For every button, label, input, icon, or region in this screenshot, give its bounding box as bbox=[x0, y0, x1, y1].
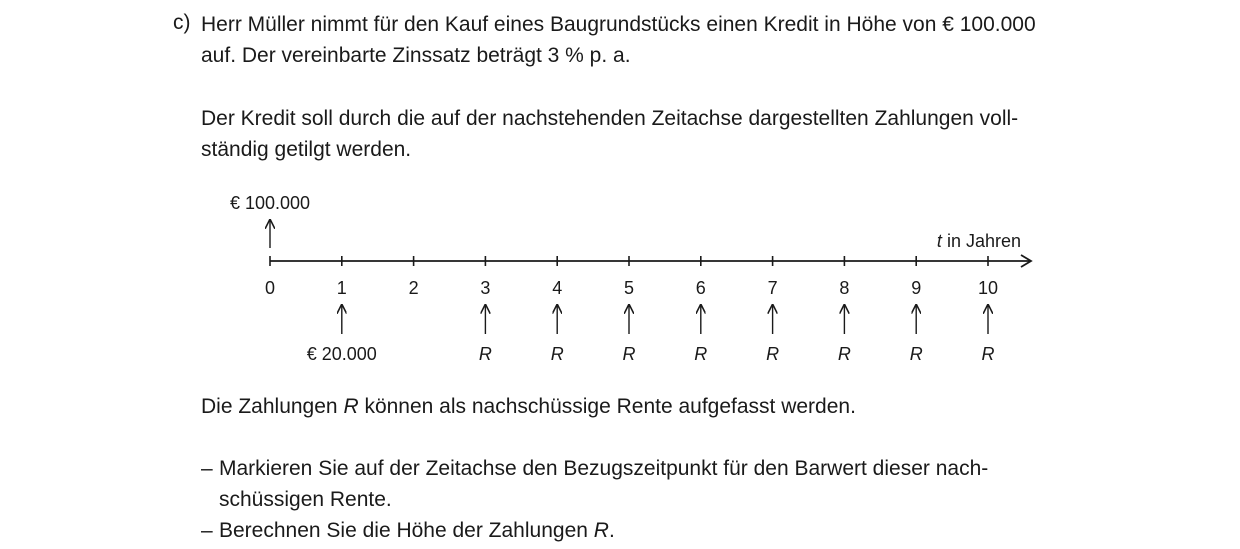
axis-unit: in Jahren bbox=[941, 231, 1021, 251]
payment-label-t10: R bbox=[981, 344, 995, 364]
payments-line-2: ständig getilgt werden. bbox=[201, 138, 412, 161]
tick-label-1: 1 bbox=[336, 278, 347, 298]
payment-label-t8: R bbox=[837, 344, 851, 364]
task-label: c) bbox=[173, 11, 191, 34]
tick-label-7: 7 bbox=[767, 278, 778, 298]
tick-label-9: 9 bbox=[911, 278, 922, 298]
payment-label-t5: R bbox=[622, 344, 636, 364]
tick-label-5: 5 bbox=[623, 278, 635, 298]
axis-label bbox=[937, 231, 1021, 251]
annuity-text-after: können als nachschüssige Rente aufgefasst werden. bbox=[358, 395, 856, 418]
axis-variable: t bbox=[936, 231, 942, 251]
task-item-compute-r bbox=[201, 515, 988, 546]
bullet-dash: – bbox=[201, 519, 213, 542]
intro-line-2: auf. Der vereinbarte Zinssatz beträgt 3 % p. a. bbox=[201, 44, 631, 67]
bullet-dash: – bbox=[201, 457, 213, 480]
tick-label-6: 6 bbox=[695, 278, 706, 298]
tick-label-2: 2 bbox=[408, 278, 419, 298]
tick-label-3: 3 bbox=[480, 278, 491, 298]
annuity-paragraph bbox=[201, 391, 856, 422]
payment-label-t3: R bbox=[478, 344, 492, 364]
task-item-1-line-1: Markieren Sie auf der Zeitachse den Bezugszeitpunkt für den Barwert dieser nach- bbox=[219, 457, 989, 480]
annuity-variable: R bbox=[343, 395, 359, 418]
payment-label-t6: R bbox=[694, 344, 708, 364]
task-item-2-end: . bbox=[608, 519, 615, 542]
task-item-2-variable: R bbox=[593, 519, 609, 542]
payment-label-t9: R bbox=[909, 344, 923, 364]
payment-label-t7: R bbox=[766, 344, 780, 364]
annuity-text-before: Die Zahlungen bbox=[201, 395, 344, 418]
tick-label-4: 4 bbox=[552, 278, 563, 298]
task-item-2-text: Berechnen Sie die Höhe der Zahlungen bbox=[219, 519, 594, 542]
tick-group bbox=[265, 256, 998, 298]
tick-label-10: 10 bbox=[977, 278, 999, 298]
tick-label-8: 8 bbox=[839, 278, 850, 298]
payment-group bbox=[307, 305, 995, 364]
task-list bbox=[201, 453, 988, 546]
payment-label-t1: € 20.000 bbox=[306, 344, 377, 364]
payments-line-1: Der Kredit soll durch die auf der nachstehenden Zeitachse dargestellten Zahlungen voll- bbox=[201, 107, 1019, 130]
tick-label-0: 0 bbox=[264, 278, 276, 298]
task-item-1-line-2: schüssigen Rente. bbox=[219, 488, 392, 511]
intro-line-1: Herr Müller nimmt für den Kauf eines Baugrundstücks einen Kredit in Höhe von € 100.000 bbox=[201, 13, 1036, 36]
payment-label-t4: R bbox=[550, 344, 564, 364]
loan-label: € 100.000 bbox=[229, 193, 311, 213]
task-item-mark-reference bbox=[201, 453, 988, 515]
